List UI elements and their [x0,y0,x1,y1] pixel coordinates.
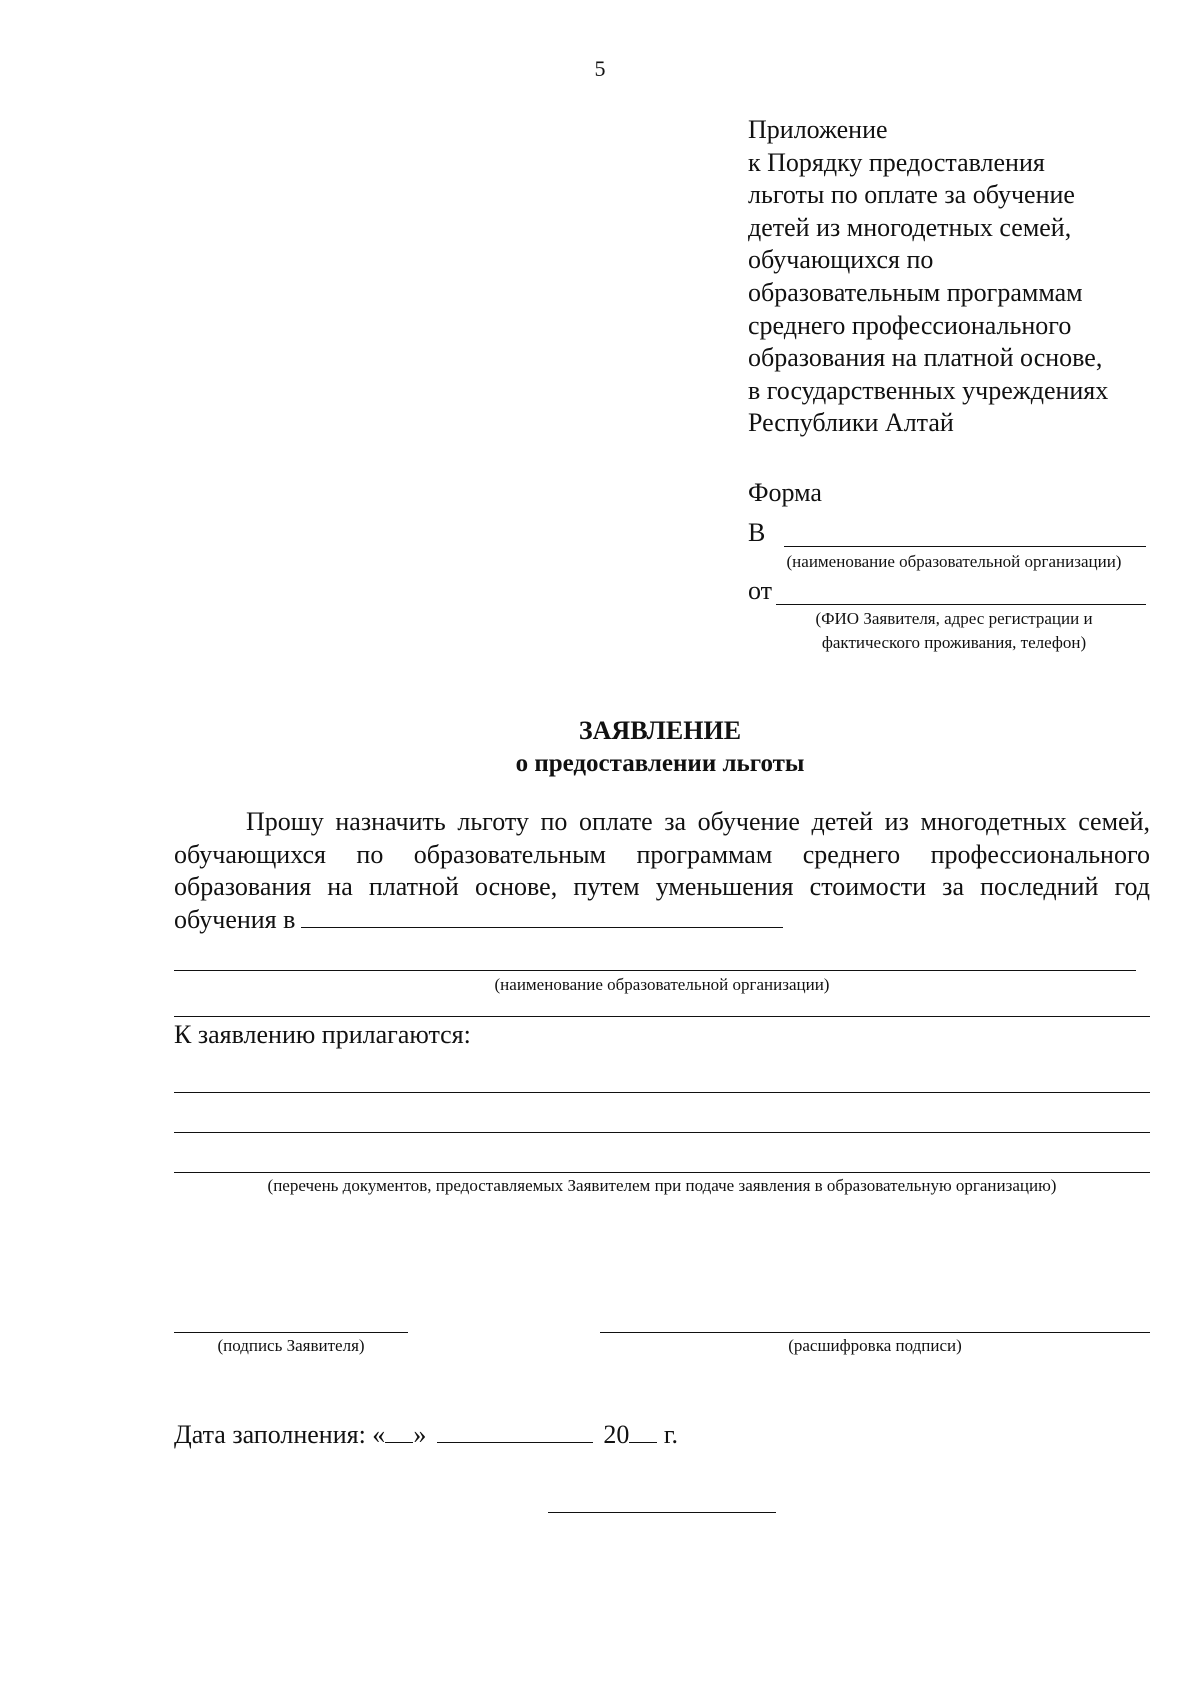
separator-line [174,1016,1150,1017]
appendix-line: образования на платной основе, [748,343,1103,373]
signature-field[interactable] [174,1332,408,1333]
appendix-line: Республики Алтай [748,408,954,438]
appendix-block [748,114,1168,440]
appendix-line: в государственных учреждениях [748,375,1109,405]
appendix-line: образовательным программам [748,277,1083,307]
applicant-field[interactable] [776,604,1146,605]
footer-line [548,1512,776,1513]
attachments-line-1[interactable] [174,1092,1150,1093]
month-field[interactable] [437,1422,593,1443]
signature-caption: (подпись Заявителя) [217,1336,365,1355]
application-text [174,806,1150,936]
applicant-caption-line1: (ФИО Заявителя, адрес регистрации и [815,609,1093,628]
applicant-prefix: от [748,576,773,605]
date-close-quote: » [413,1420,427,1449]
appendix-line: к Порядку предоставления [748,147,1045,177]
applicant-row [748,576,772,606]
day-field[interactable] [385,1422,413,1443]
recipient-org-caption: (наименование образовательной организации) [786,552,1122,571]
form-label: Форма [748,478,822,507]
recipient-org-field[interactable] [784,546,1146,547]
appendix-line: детей из многодетных семей, [748,212,1072,242]
date-row [174,1420,678,1450]
attachments-line-3[interactable] [174,1172,1150,1173]
attachments-label: К заявлению прилагаются: [174,1020,471,1049]
signature-decode-caption: (расшифровка подписи) [788,1336,962,1355]
appendix-line: обучающихся по [748,245,934,275]
attachments-caption: (перечень документов, предоставляемых Заявителем при подаче заявления в образовательную организацию) [267,1176,1057,1195]
signature-decode-field[interactable] [600,1332,1150,1333]
recipient-prefix: В [748,518,766,547]
appendix-line: среднего профессионального [748,310,1072,340]
year-field[interactable] [629,1422,657,1443]
document-title: ЗАЯВЛЕНИЕ [578,716,742,745]
attachments-line-2[interactable] [174,1132,1150,1133]
org-name-field[interactable] [174,970,1136,971]
recipient-org-row [748,518,765,548]
applicant-caption-line2: фактического проживания, телефон) [821,633,1087,652]
org-name-caption: (наименование образовательной организации) [494,975,830,994]
appendix-line: Приложение [748,115,888,144]
appendix-line: льготы по оплате за обучение [748,180,1075,210]
application-body-text: Прошу назначить льготу по оплате за обучение детей из многодетных семей, обучающихся по образовательным программам среднего профессионального образования на платной основе, путем уменьшения стоимости за последний год обучения в [174,807,1150,934]
year-suffix: г. [663,1420,679,1449]
date-label: Дата заполнения: « [174,1420,386,1449]
org-name-field-inline[interactable] [301,905,783,928]
year-prefix: 20 [603,1420,630,1449]
document-subtitle: о предоставлении льготы [515,750,805,777]
page-number: 5 [594,56,606,81]
